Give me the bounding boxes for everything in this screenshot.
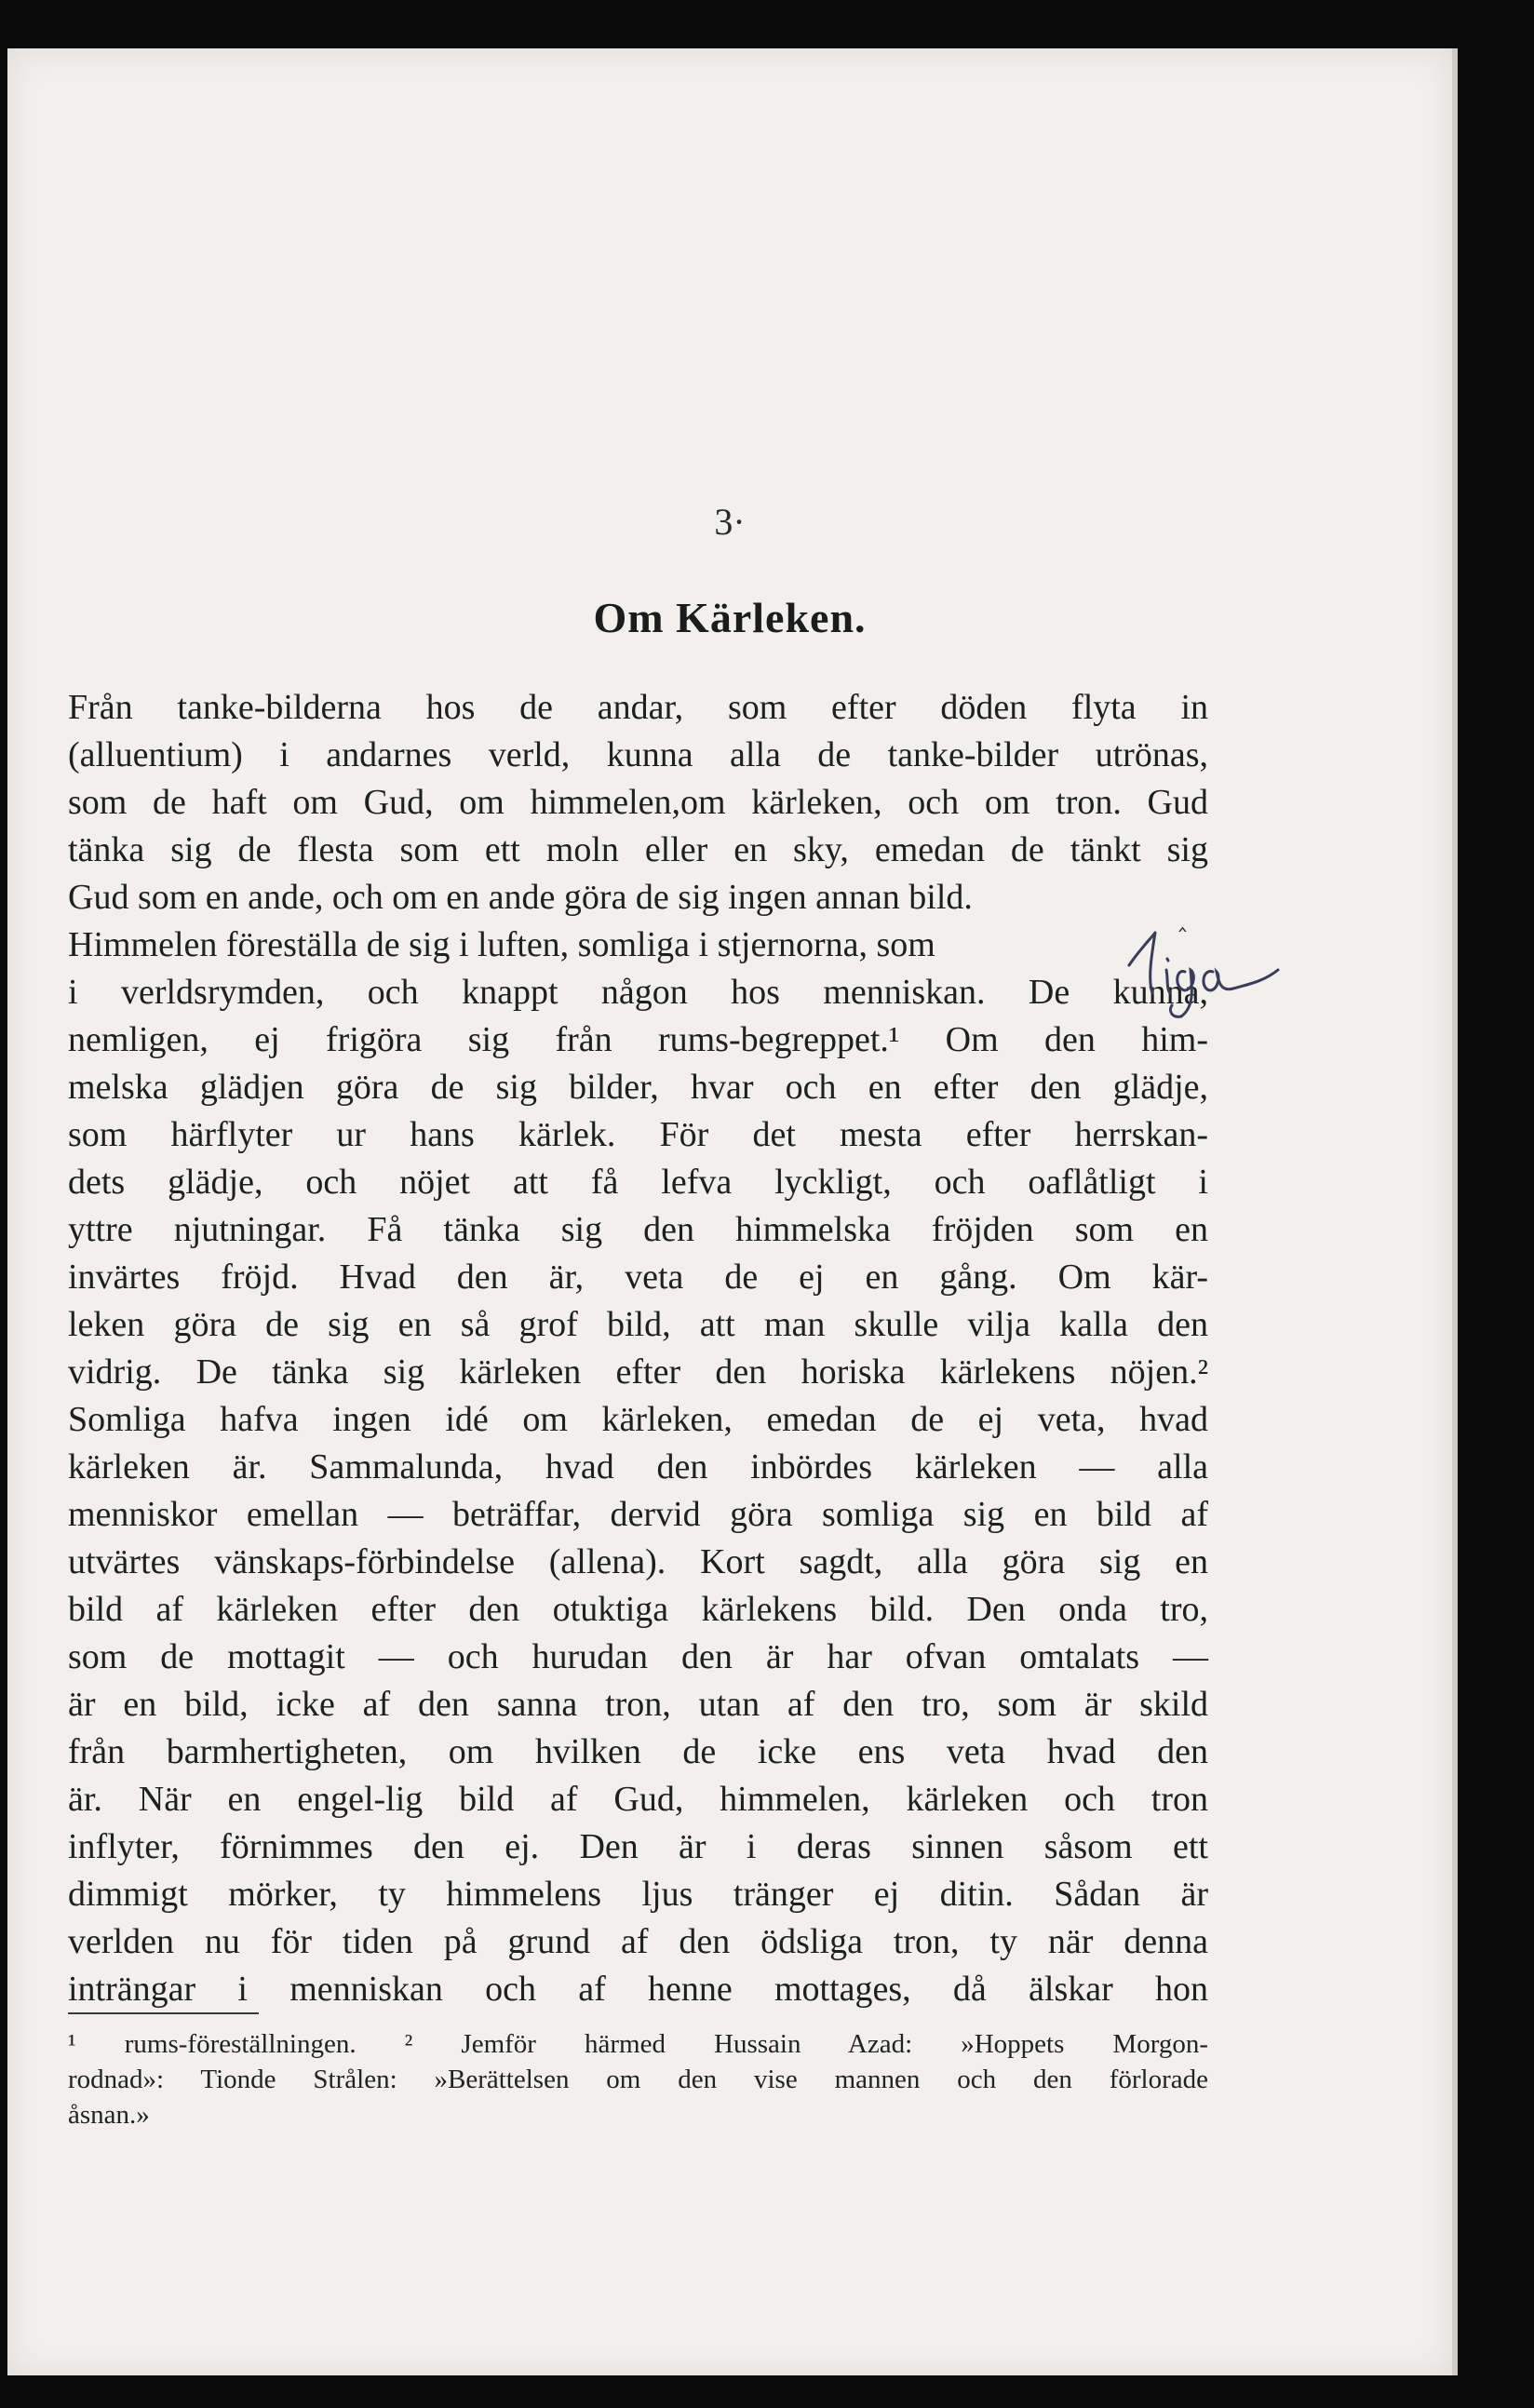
footnote-line: ¹ rums-föreställningen. ² Jemför härmed Hussain Azad: »Hoppets Morgon- xyxy=(68,2029,1208,2059)
footnotes xyxy=(68,2026,1208,2132)
text-line: yttre njutningar. Få tänka sig den himmelska fröjden som en xyxy=(68,1210,1208,1249)
text-line: vidrig. De tänka sig kärleken efter den horiska kärlekens nöjen.² xyxy=(68,1352,1208,1392)
insertion-caret-icon: ‸ xyxy=(1178,905,1187,932)
text-line: inträngar i menniskan och af henne mottages, då älskar hon xyxy=(68,1970,1208,2009)
text-line: kärleken är. Sammalunda, hvad den inbördes kärleken — alla xyxy=(68,1447,1208,1487)
text-line: nemligen, ej frigöra sig från rums-begreppet.¹ Om den him- xyxy=(68,1020,1208,1059)
handwritten-annotation xyxy=(1110,914,1352,1026)
text-line: Somliga hafva ingen idé om kärleken, emedan de ej veta, hvad xyxy=(68,1400,1208,1439)
footnote-line: åsnan.» xyxy=(68,2100,150,2130)
text-line: Himmelen föreställa de sig i luften, somliga i stjernorna, som xyxy=(68,925,935,964)
text-line: menniskor emellan — beträffar, dervid göra somliga sig en bild af xyxy=(68,1495,1208,1534)
text-line: melska glädjen göra de sig bilder, hvar och en efter den glädje, xyxy=(68,1068,1208,1107)
page-edge xyxy=(1452,48,1458,2375)
text-line: som de mottagit — och hurudan den är har ofvan omtalats — xyxy=(68,1637,1208,1676)
text-line: leken göra de sig en så grof bild, att man skulle vilja kalla den xyxy=(68,1305,1208,1344)
page-number: 3· xyxy=(714,501,746,543)
text-line: Gud som en ande, och om en ande göra de sig ingen annan bild. xyxy=(68,878,973,917)
text-line: utvärtes vänskaps-förbindelse (allena). Kort sagdt, alla göra sig en xyxy=(68,1542,1208,1581)
book-page xyxy=(7,48,1452,2375)
text-line: dets glädje, och nöjet att få lefva lyckligt, och oaflåtligt i xyxy=(68,1163,1208,1202)
footnote-line: rodnad»: Tionde Strålen: »Berättelsen om den vise mannen och den förlorade xyxy=(68,2065,1208,2094)
text-line: dimmigt mörker, ty himmelens ljus tränger ej ditin. Sådan är xyxy=(68,1875,1208,1914)
text-line: bild af kärleken efter den otuktiga kärlekens bild. Den onda tro, xyxy=(68,1590,1208,1629)
text-line: i verldsrymden, och knappt någon hos menniskan. De kunna, xyxy=(68,973,1208,1012)
text-line: inflyter, förnimmes den ej. Den är i deras sinnen såsom ett xyxy=(68,1827,1208,1866)
text-line: som de haft om Gud, om himmelen,om kärleken, och om tron. Gud xyxy=(68,783,1208,822)
text-line: som härflyter ur hans kärlek. För det mesta efter herrskan- xyxy=(68,1115,1208,1154)
body-text xyxy=(68,684,1208,2013)
text-line: tänka sig de flesta som ett moln eller en sky, emedan de tänkt sig xyxy=(68,830,1208,869)
chapter-title: Om Kärleken. xyxy=(593,594,867,641)
text-line: (alluentium) i andarnes verld, kunna alla de tanke-bilder utrönas, xyxy=(68,735,1208,774)
text-line: från barmhertigheten, om hvilken de icke ens veta hvad den xyxy=(68,1732,1208,1771)
text-line: är en bild, icke af den sanna tron, utan af den tro, som är skild xyxy=(68,1685,1208,1724)
text-line: verlden nu för tiden på grund af den ödsliga tron, ty när denna xyxy=(68,1922,1208,1961)
footnote-rule xyxy=(68,2012,259,2014)
text-line: Från tanke-bilderna hos de andar, som efter döden flyta in xyxy=(68,688,1208,727)
text-line: invärtes fröjd. Hvad den är, veta de ej en gång. Om kär- xyxy=(68,1258,1208,1297)
text-line: är. När en engel-lig bild af Gud, himmelen, kärleken och tron xyxy=(68,1780,1208,1819)
